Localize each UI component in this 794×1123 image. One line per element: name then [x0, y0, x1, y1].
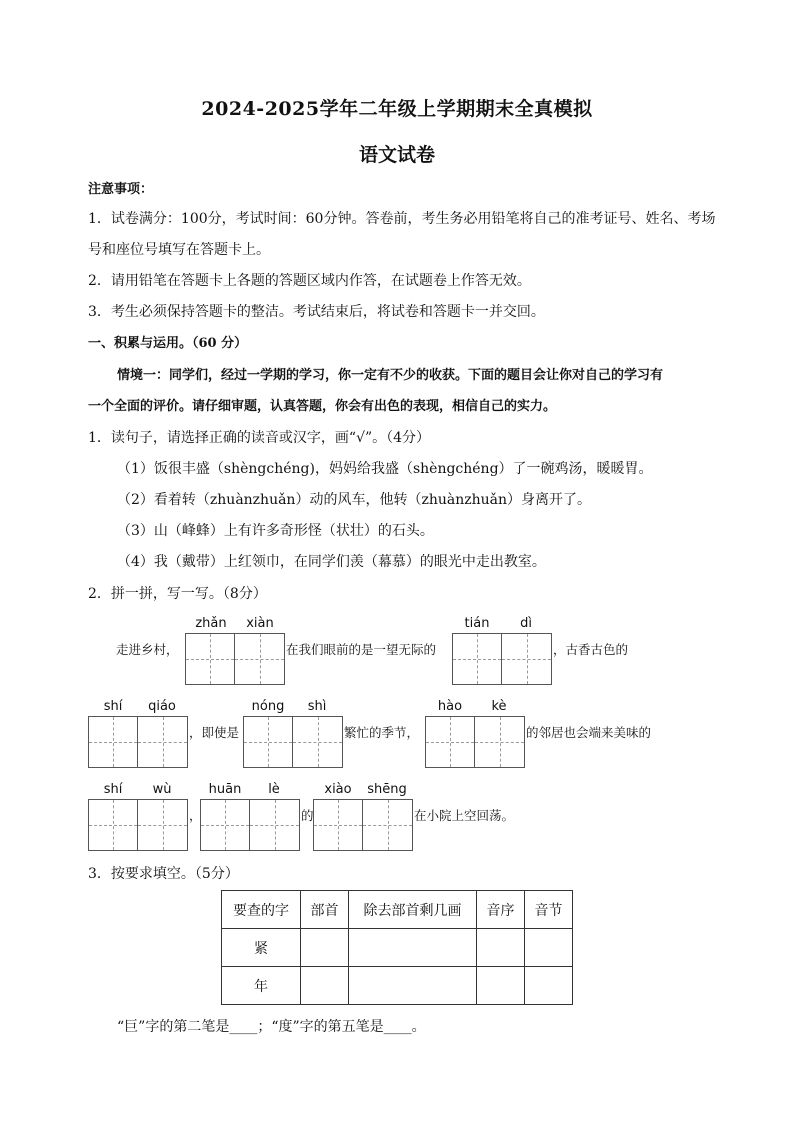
grid-cell[interactable]: [235, 634, 284, 684]
q3-footer: “巨”字的第二笔是____；“度”字的第五笔是____。: [117, 1019, 426, 1035]
pinyin-label: xiào: [324, 782, 352, 797]
table-row: [222, 929, 573, 967]
notice-item-1b: 号和座位号填写在答题卡上。: [88, 242, 270, 258]
table-cell-char: 年: [222, 967, 301, 1005]
q2-text: 在我们眼前的是一望无际的: [286, 642, 437, 657]
table-cell-char: 紧: [222, 929, 301, 967]
q2-text: 繁忙的季节，: [344, 725, 420, 740]
q1-item-4: （4）我（戴带）上红领巾，在同学们羡（幕慕）的眼光中走出教室。: [117, 554, 546, 570]
grid-cell[interactable]: [314, 800, 363, 850]
pinyin-label: wù: [152, 782, 172, 797]
pinyin-label: nóng: [251, 699, 285, 714]
writing-grid[interactable]: [88, 716, 188, 768]
q3-stem: 3．按要求填空。（5分）: [88, 866, 239, 882]
q2-stem: 2．拼一拼，写一写。（8分）: [88, 586, 267, 602]
writing-grid[interactable]: [185, 633, 285, 685]
section-heading: 一、积累与运用。（60 分）: [88, 336, 248, 351]
pinyin-label: dì: [520, 616, 532, 631]
pinyin-label: qiáo: [148, 699, 176, 714]
answer-cell[interactable]: [349, 929, 477, 967]
table-header: 要查的字: [222, 891, 301, 929]
writing-grid[interactable]: [243, 716, 343, 768]
q2-text: ，即使是: [189, 725, 240, 740]
grid-cell[interactable]: [89, 800, 138, 850]
grid-cell[interactable]: [89, 717, 138, 767]
pinyin-label: shí: [103, 782, 123, 797]
grid-cell[interactable]: [453, 634, 502, 684]
grid-cell[interactable]: [186, 634, 235, 684]
notice-item-2: 2．请用铅笔在答题卡上各题的答题区域内作答，在试题卷上作答无效。: [88, 273, 531, 289]
pinyin-label: kè: [491, 699, 507, 714]
writing-grid[interactable]: [88, 799, 188, 851]
answer-cell[interactable]: [301, 967, 349, 1005]
pinyin-label: xiàn: [246, 616, 274, 631]
notice-heading: 注意事项：: [88, 182, 154, 197]
q2-text: ，古香古色的: [553, 642, 629, 657]
pinyin-label: hào: [437, 699, 463, 714]
exam-subtitle: 语文试卷: [358, 144, 435, 166]
grid-cell[interactable]: [138, 717, 187, 767]
writing-grid[interactable]: [425, 716, 525, 768]
grid-cell[interactable]: [475, 717, 524, 767]
dictionary-table: [221, 890, 573, 1005]
grid-cell[interactable]: [138, 800, 187, 850]
context-text-b: 一个全面的评价。请仔细审题，认真答题，你会有出色的表现，相信自己的实力。: [88, 399, 557, 414]
q2-text: 的邻居也会端来美味的: [526, 725, 652, 740]
q1-item-3: （3）山（峰蜂）上有许多奇形怪（状壮）的石头。: [117, 523, 434, 539]
answer-cell[interactable]: [477, 967, 525, 1005]
q1-item-1: （1）饭很丰盛（shèngchéng)，妈妈给我盛（shèngchéng）了一碗鸡汤，暖暖胃。: [117, 461, 653, 477]
pinyin-label: shí: [103, 699, 123, 714]
answer-cell[interactable]: [477, 929, 525, 967]
grid-cell[interactable]: [426, 717, 475, 767]
q2-text: 在小院上空回荡。: [414, 808, 515, 823]
q2-text: ，: [189, 808, 202, 823]
answer-cell[interactable]: [525, 967, 573, 1005]
pinyin-label: zhǎn: [195, 616, 227, 631]
answer-cell[interactable]: [301, 929, 349, 967]
grid-cell[interactable]: [293, 717, 342, 767]
writing-grid[interactable]: [200, 799, 300, 851]
grid-cell[interactable]: [250, 800, 299, 850]
context-text-a: 情境一：同学们，经过一学期的学习，你一定有不少的收获。下面的题目会让你对自己的学习有: [117, 368, 664, 383]
table-header: 除去部首剩几画: [349, 891, 477, 929]
table-header: 部首: [301, 891, 349, 929]
exam-title: 2024-2025学年二年级上学期期末全真模拟: [201, 98, 593, 120]
grid-cell[interactable]: [201, 800, 250, 850]
q1-stem: 1．读句子，请选择正确的读音或汉字，画“√”。（4分）: [88, 430, 431, 446]
grid-cell[interactable]: [363, 800, 412, 850]
q2-text: 走进乡村，: [116, 642, 179, 657]
answer-cell[interactable]: [525, 929, 573, 967]
grid-cell[interactable]: [244, 717, 293, 767]
writing-grid[interactable]: [313, 799, 413, 851]
pinyin-label: lè: [268, 782, 280, 797]
table-header: 音序: [477, 891, 525, 929]
pinyin-label: tián: [464, 616, 490, 631]
notice-item-1a: 1．试卷满分：100分，考试时间：60分钟。答卷前，考生务必用铅笔将自己的准考证号、姓名、考场: [88, 211, 716, 227]
writing-grid[interactable]: [452, 633, 552, 685]
pinyin-label: huān: [208, 782, 242, 797]
table-row: [222, 967, 573, 1005]
q2-text: 的: [301, 808, 314, 823]
grid-cell[interactable]: [502, 634, 551, 684]
pinyin-label: shēng: [367, 782, 407, 797]
table-header: 音节: [525, 891, 573, 929]
table-header-row: [222, 891, 573, 929]
notice-item-3: 3．考生必须保持答题卡的整洁。考试结束后，将试卷和答题卡一并交回。: [88, 304, 545, 320]
q1-item-2: （2）看着转（zhuànzhuǎn）动的风车，他转（zhuànzhuǎn）身离开了。: [117, 492, 591, 508]
pinyin-label: shì: [307, 699, 327, 714]
answer-cell[interactable]: [349, 967, 477, 1005]
